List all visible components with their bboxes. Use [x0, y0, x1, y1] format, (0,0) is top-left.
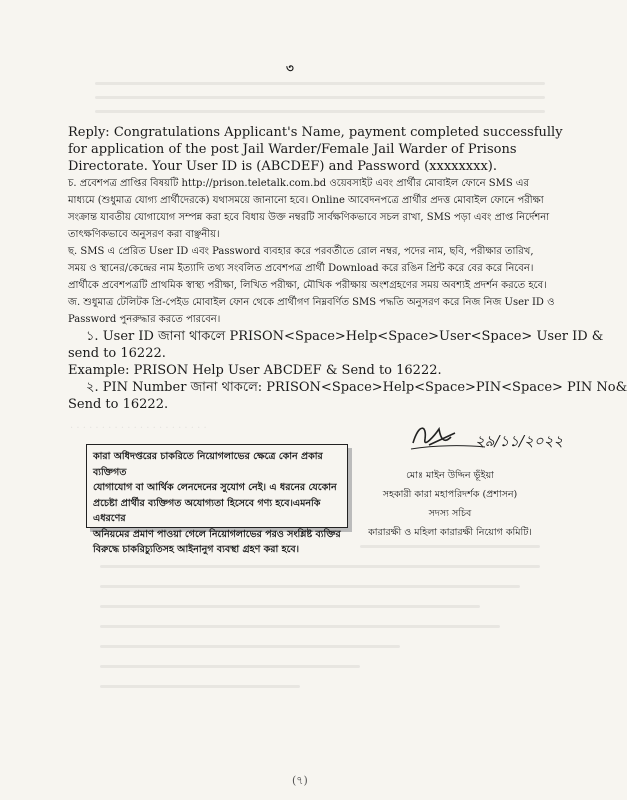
section-chha: প্রার্থীকে প্রবেশপত্রটি প্রাথমিক স্বাস্থ্য পরীক্ষা, লিখিত পরীক্ষা, মৌখিক পরীক্ষায় অংশগ্রহণের সময় অবশ্যই প্রদর্শন করতে হবে। — [68, 280, 547, 291]
section-cha: সংক্রান্ত যাবতীয় যোগাযোগ সম্পন্ন করা হবে বিধায় উক্ত নম্বরটি সার্বক্ষণিকভাবে সচল রাখা, SMS পড়া এবং প্রাপ্ত নির্দেশনা — [68, 212, 550, 223]
section-ja: জ. শুধুমাত্র টেলিটক প্রি-পেইড মোবাইল ফোন থেকে প্রার্থীগণ নিম্নবর্ণিত SMS পদ্ধতি অনুসরণ করে নিজ নিজ User ID ও — [68, 297, 555, 308]
notice-line: বিরুদ্ধে চাকরিচ্যুতিসহ আইনানুগ ব্যবস্থা গ্রহণ করা হবে। — [93, 544, 300, 555]
notice-line: অনিয়মের প্রমাণ পাওয়া গেলে নিয়োগলাভের পরও সংশ্লিষ্ট ব্যক্তির — [93, 528, 341, 540]
notice-box — [86, 444, 348, 555]
section-chha: সময় ও স্থানের/কেন্দ্রের নাম ইত্যাদি তথ্য সংবলিত প্রবেশপত্র প্রার্থী Download করে রঙিন প্রিন্ট করে বের করে নিবেন। — [68, 263, 534, 274]
signature-block — [365, 466, 535, 542]
signatory-name: মোঃ মাইন উদ্দিন ভূঁইয়া — [406, 470, 494, 481]
section-ja: Password পুনরুদ্ধার করতে পারবেন। — [68, 314, 221, 325]
notice-line: প্রচেষ্টা প্রার্থীর ব্যক্তিগত অযোগ্যতা হিসেবে গণ্য হবে।এমনকি এধরণের — [93, 497, 321, 524]
notice-line: যোগাযোগ বা আর্থিক লেনদেনের সুযোগ নেই। এ ধরনের যেকোন — [93, 482, 337, 493]
bleed-through-line — [95, 110, 545, 113]
notice-line: কারা অধিদপ্তরের চাকরিতে নিয়োগলাভের ক্ষেত্রে কোন প্রকার ব্যক্তিগত — [93, 451, 323, 478]
body-text — [68, 124, 627, 413]
signature-date: ২৯/১১/২০২২ — [475, 432, 564, 450]
page-number: ৩ — [286, 61, 294, 75]
step-2: Send to 16222. — [68, 397, 169, 412]
bleed-through-text: . . . . . . . . . . . . . . . . . . . . . . — [70, 420, 207, 431]
step-1: ১. User ID জানা থাকলে PRISON<Space>Help<Space>User<Space> User ID & — [86, 329, 604, 344]
example-line: Example: PRISON Help User ABCDEF & Send to 16222. — [68, 363, 442, 378]
bleed-through-line — [95, 96, 545, 99]
section-cha: মাধ্যমে (শুধুমাত্র যোগ্য প্রার্থীদেরকে) যথাসময়ে জানানো হবে। Online আবেদনপত্রে প্রার্থীর প্রদত্ত মোবাইল ফোনে পরীক্ষা — [68, 195, 544, 206]
bleed-through-line — [100, 645, 400, 648]
bleed-through-line — [100, 665, 360, 668]
section-cha: চ. প্রবেশপত্র প্রাপ্তির বিষয়টি http://prison.teletalk.com.bd ওয়েবসাইট এবং প্রার্থীর মোবাইল ফোনে SMS এর — [68, 178, 530, 189]
reply-line: for application of the post Jail Warder/Female Jail Warder of Prisons — [68, 142, 517, 157]
bleed-through-line — [95, 82, 545, 85]
section-cha: তাৎক্ষণিকভাবে অনুসরণ করা বাঞ্ছনীয়। — [68, 229, 220, 240]
reply-line: Directorate. Your User ID is (ABCDEF) and Password (xxxxxxxx). — [68, 159, 498, 174]
step-1: send to 16222. — [68, 346, 166, 361]
bleed-through-line — [100, 565, 540, 568]
bleed-through-line — [100, 685, 300, 688]
signatory-title: সহকারী কারা মহাপরিদর্শক (প্রশাসন) — [382, 489, 518, 500]
committee-name: কারারক্ষী ও মহিলা কারারক্ষী নিয়োগ কমিটি। — [368, 527, 532, 538]
bleed-through-line — [100, 605, 480, 608]
bleed-through-line — [100, 585, 520, 588]
bleed-through-line — [360, 545, 540, 548]
signatory-role: সদস্য সচিব — [428, 508, 472, 519]
reply-line: Reply: Congratulations Applicant's Name, payment completed successfully — [68, 125, 563, 140]
footer-mark: (৭) — [292, 774, 308, 787]
bleed-through-line — [100, 625, 500, 628]
section-chha: ছ. SMS এ প্রেরিত User ID এবং Password ব্যবহার করে পরবর্তীতে রোল নম্বর, পদের নাম, ছবি, পরীক্ষার তারিখ, — [68, 246, 534, 257]
step-2: ২. PIN Number জানা থাকলে: PRISON<Space>Help<Space>PIN<Space> PIN No& — [86, 380, 627, 395]
